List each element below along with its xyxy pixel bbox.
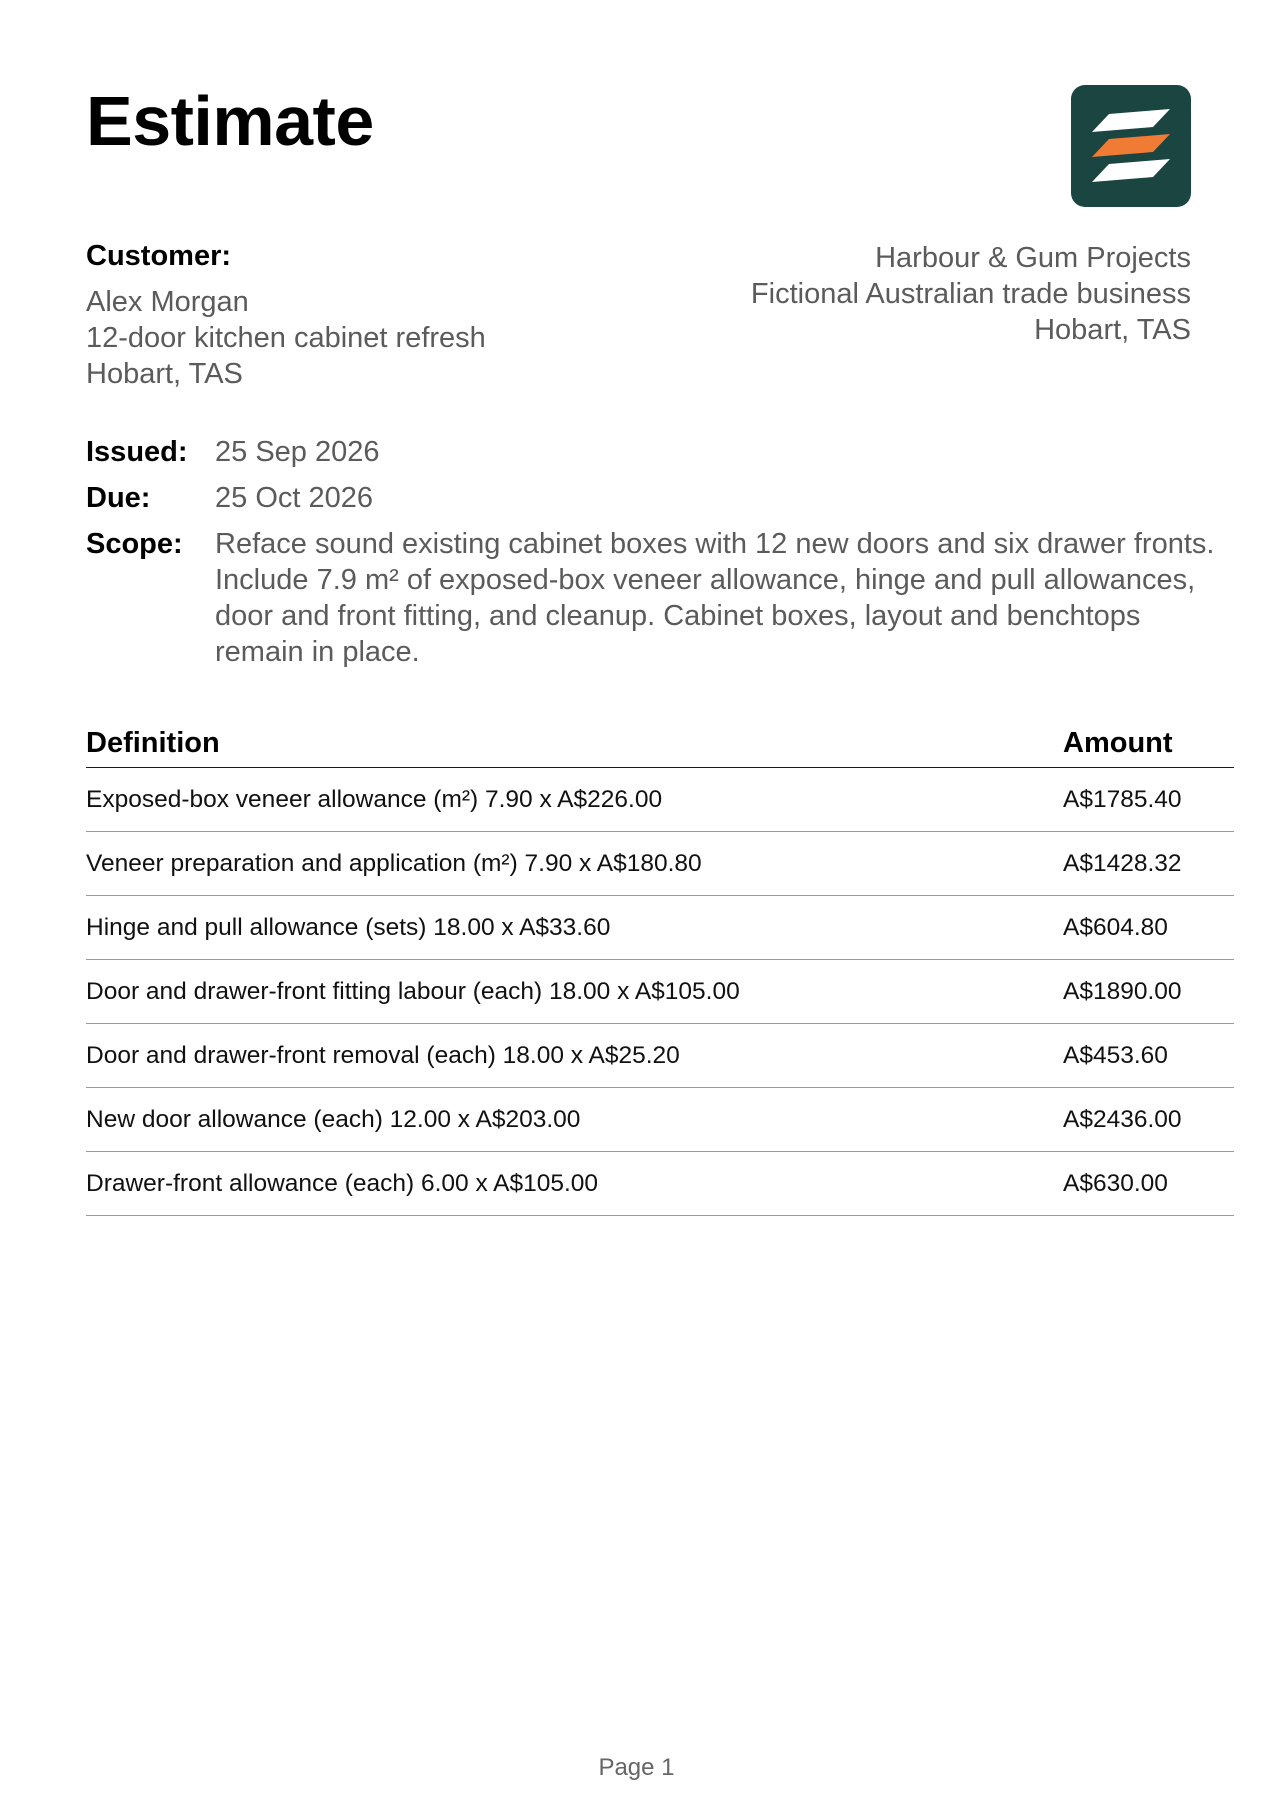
customer-location: Hobart, TAS (86, 358, 243, 390)
scope-text: Reface sound existing cabinet boxes with 12 new doors and six drawer fronts. Include 7.9 m² of exposed-box veneer allowance, hinge and pull allowances, door and front fitting, and cleanup. Cabinet boxes, layout and benchtops remain in place. (215, 528, 1215, 668)
line-item-amount: A$1428.32 (1063, 849, 1182, 877)
line-item-amount: A$1890.00 (1063, 977, 1182, 1005)
line-item-amount: A$604.80 (1063, 913, 1168, 941)
table-row (86, 1088, 1234, 1152)
due-date: 25 Oct 2026 (215, 482, 373, 514)
line-item-amount: A$1785.40 (1063, 785, 1182, 813)
customer-project: 12-door kitchen cabinet refresh (86, 322, 486, 354)
business-name: Harbour & Gum Projects (875, 242, 1191, 274)
due-label: Due: (86, 482, 151, 514)
customer-label: Customer: (86, 240, 232, 272)
table-row (86, 1024, 1234, 1088)
amount-header: Amount (1063, 727, 1173, 759)
definition-header: Definition (86, 727, 220, 759)
issued-label: Issued: (86, 436, 188, 468)
customer-details (86, 284, 486, 392)
business-details (751, 240, 1191, 348)
issued-row (86, 434, 1236, 470)
table-row (86, 896, 1234, 960)
stacked-layers-icon (1071, 85, 1191, 207)
table-row (86, 768, 1234, 832)
scope-row (86, 526, 1236, 670)
line-item-definition: New door allowance (each) 12.00 x A$203.00 (86, 1105, 581, 1133)
table-header (86, 724, 1234, 768)
line-item-definition: Exposed-box veneer allowance (m²) 7.90 x A$226.00 (86, 785, 663, 813)
line-item-definition: Drawer-front allowance (each) 6.00 x A$105.00 (86, 1169, 599, 1197)
company-logo (1071, 85, 1191, 207)
business-location: Hobart, TAS (1034, 314, 1191, 346)
business-description: Fictional Australian trade business (750, 278, 1191, 310)
table-row (86, 832, 1234, 896)
line-item-definition: Door and drawer-front removal (each) 18.00 x A$25.20 (86, 1041, 680, 1069)
line-item-definition: Door and drawer-front fitting labour (each) 18.00 x A$105.00 (86, 977, 740, 1005)
line-item-amount: A$630.00 (1063, 1169, 1168, 1197)
issued-date: 25 Sep 2026 (215, 436, 380, 468)
due-row (86, 480, 1236, 516)
scope-label: Scope: (86, 528, 183, 560)
line-item-definition: Hinge and pull allowance (sets) 18.00 x A$33.60 (86, 913, 611, 941)
customer-name: Alex Morgan (86, 286, 249, 318)
line-item-amount: A$453.60 (1063, 1041, 1168, 1069)
table-row (86, 960, 1234, 1024)
page-number: Page 1 (598, 1754, 675, 1781)
table-row (86, 1152, 1234, 1216)
line-item-definition: Veneer preparation and application (m²) 7.90 x A$180.80 (86, 849, 702, 877)
line-item-amount: A$2436.00 (1063, 1105, 1182, 1133)
line-items-table (86, 724, 1234, 1216)
document-title: Estimate (86, 82, 374, 160)
